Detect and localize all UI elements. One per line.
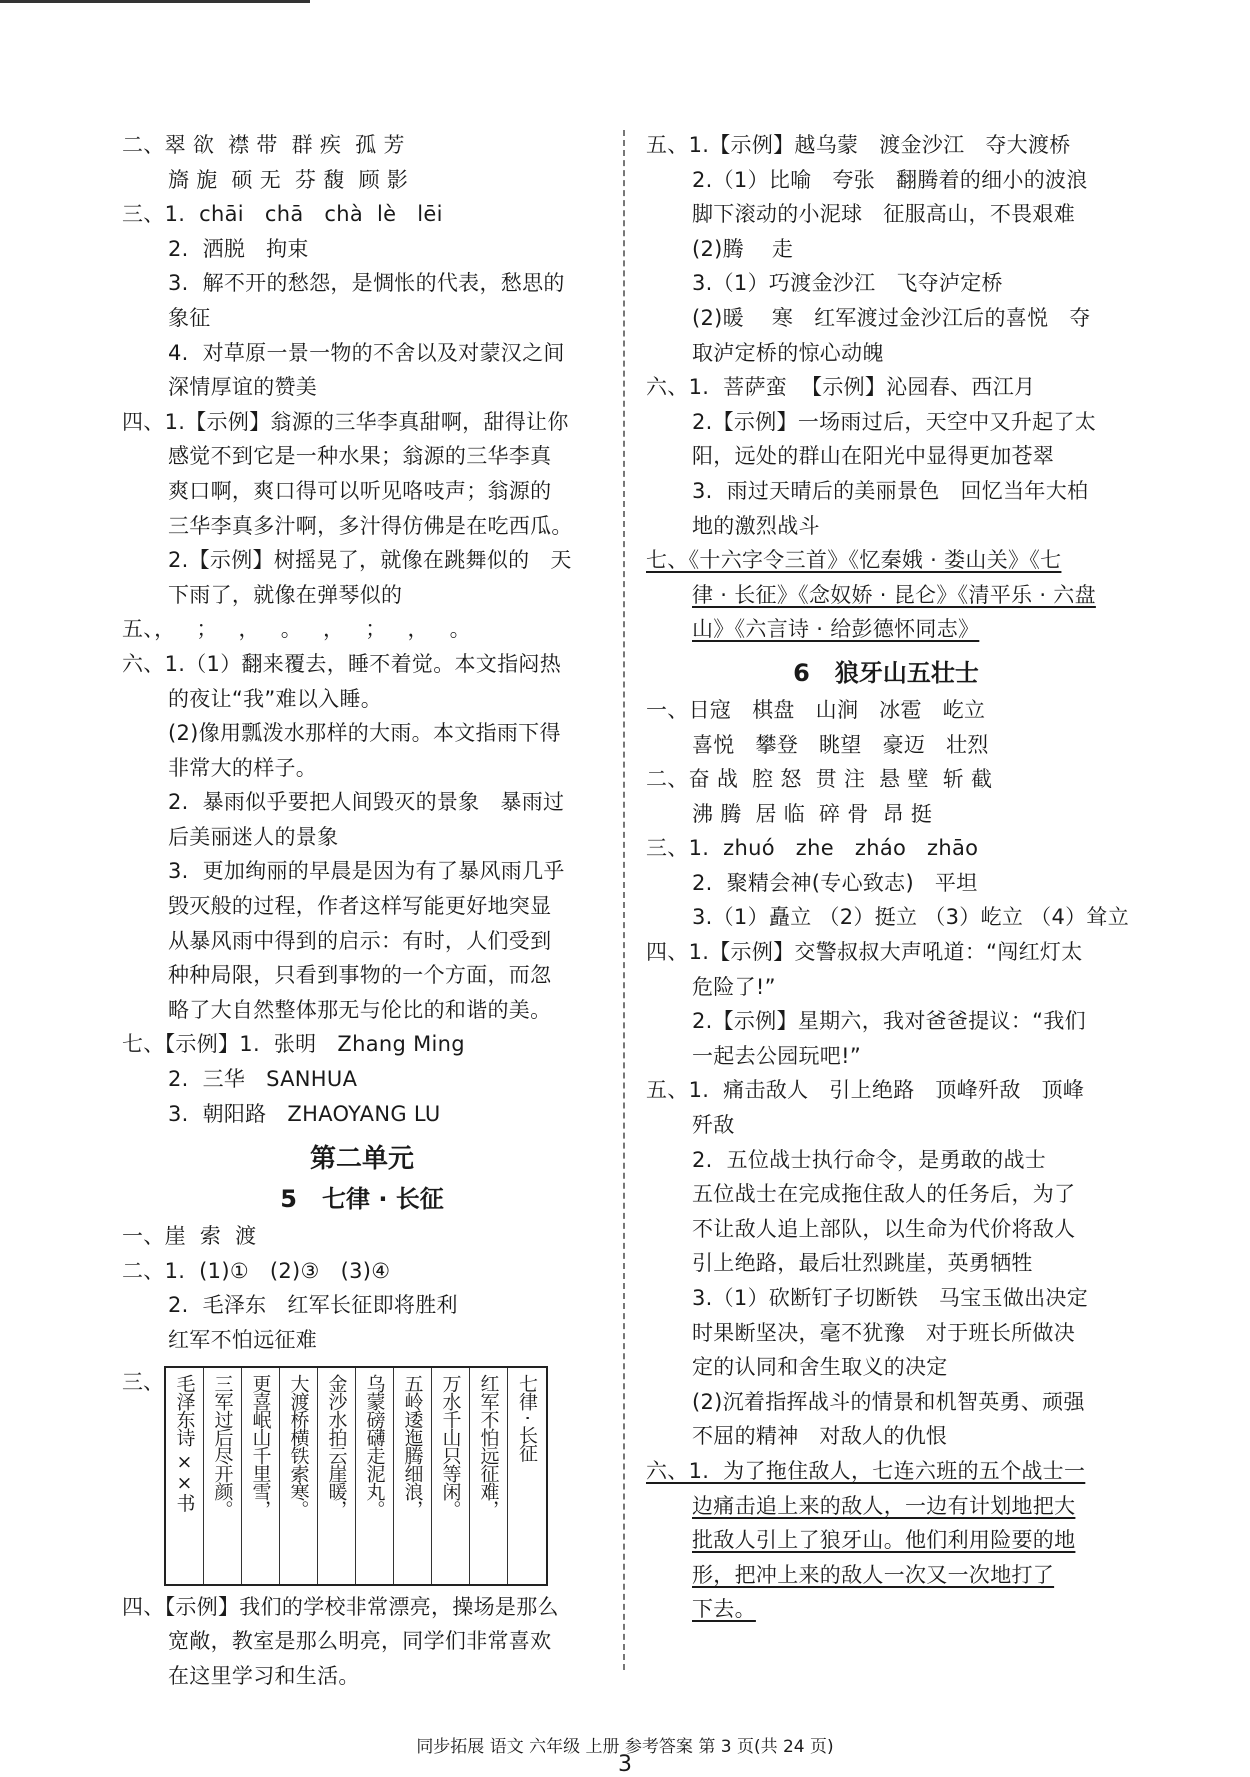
answer-line: 感觉不到它是一种水果；翁源的三华李真 — [168, 444, 552, 469]
answer-line: 2. 毛泽东 红军长征即将胜利 — [168, 1293, 458, 1318]
answer-line: 边痛击追上来的敌人，一边有计划地把大 — [692, 1493, 1076, 1518]
answer-line: 不让敌人追上部队，以生命为代价将敌人 — [692, 1216, 1076, 1241]
poem-column — [432, 1368, 470, 1584]
answer-line: 旖 旎 硕 无 芬 馥 顾 影 — [168, 167, 409, 192]
answer-line: 五、1. 痛击敌人 引上绝路 顶峰歼敌 顶峰 — [646, 1078, 1085, 1103]
answer-line: 2.（1）比喻 夸张 翻腾着的细小的波浪 — [692, 167, 1088, 192]
poem-table — [164, 1366, 548, 1586]
answer-line: 六、1. 菩萨蛮 【示例】沁园春、西江月 — [646, 375, 1036, 400]
answer-line: 二、奋 战 腔 怒 贯 注 悬 壁 斩 截 — [646, 767, 993, 792]
answer-line: 定的认同和舍生取义的决定 — [692, 1355, 948, 1380]
answer-line: 沸 腾 居 临 碎 骨 昂 挺 — [692, 801, 933, 826]
poem-line: 五岭逶迤腾细浪， — [401, 1373, 424, 1518]
answer-line: 3.（1）砍断钉子切断铁 马宝玉做出决定 — [692, 1286, 1089, 1310]
lesson-5-title: 5 七律 · 长征 — [280, 1185, 444, 1214]
poem-line: 金沙水拍云崖暖， — [325, 1373, 348, 1518]
answer-line: 一起去公园玩吧!” — [692, 1043, 861, 1068]
answer-line: 三、1. zhuó zhe zháo zhāo — [646, 836, 979, 861]
answer-line: (2)暖 寒 红军渡过金沙江后的喜悦 夺 — [692, 305, 1091, 330]
answer-line: 四、【示例】我们的学校非常漂亮，操场是那么 — [122, 1594, 559, 1619]
answer-line: 七、《十六字令三首》《忆秦娥 · 娄山关》《七 — [646, 548, 1062, 573]
poem-column — [318, 1368, 356, 1584]
answer-line: 3. 更加绚丽的早晨是因为有了暴风雨几乎 — [168, 859, 565, 884]
answer-line: 2. 洒脱 拘束 — [168, 236, 309, 261]
poem-line: 七律 · 长征 — [516, 1373, 538, 1461]
answer-line: (2)像用瓢泼水那样的大雨。本文指雨下得 — [168, 721, 561, 746]
answer-line: 2.【示例】树摇晃了，就像在跳舞似的 天 — [168, 548, 572, 573]
answer-line: 一、日寇 棋盘 山涧 冰雹 屹立 — [646, 697, 986, 722]
poem-column — [166, 1368, 204, 1584]
poem-line: 大渡桥横铁索寒。 — [287, 1373, 310, 1518]
answer-line: 取泸定桥的惊心动魄 — [692, 340, 884, 365]
answer-line: 2.【示例】一场雨过后，天空中又升起了太 — [692, 409, 1097, 434]
answer-line: 毁灭般的过程，作者这样写能更好地突显 — [168, 894, 552, 919]
answer-line: 2. 五位战士执行命令，是勇敢的战士 — [692, 1147, 1047, 1172]
poem-column — [204, 1368, 242, 1584]
answer-line: 二、翠 欲 襟 带 群 疾 孤 芳 — [122, 133, 405, 157]
answer-line: 从暴风雨中得到的启示：有时，人们受到 — [168, 928, 552, 953]
left-answers — [122, 128, 602, 1131]
answer-line: 2. 三华 SANHUA — [168, 1067, 358, 1092]
answer-line: 危险了!” — [692, 974, 776, 999]
answer-line: 六、1.（1）翻来覆去，睡不着觉。本文指闷热 — [122, 651, 561, 676]
answer-line: 三华李真多汁啊，多汁得仿佛是在吃西瓜。 — [168, 513, 573, 538]
answer-line: 引上绝路，最后壮烈跳崖，英勇牺牲 — [692, 1251, 1033, 1276]
poem-line: 毛泽东诗 ××书 — [173, 1373, 196, 1511]
answer-line: 阳，远处的群山在阳光中显得更加苍翠 — [692, 444, 1055, 469]
answer-line: 地的激烈战斗 — [692, 513, 820, 538]
answer-line: 2. 聚精会神(专心致志) 平坦 — [692, 870, 978, 895]
answer-line: 非常大的样子。 — [168, 755, 318, 780]
answer-line: 不屈的精神 对敌人的仇恨 — [692, 1424, 948, 1449]
poem-line: 更喜岷山千里雪， — [249, 1373, 272, 1518]
column-divider — [623, 130, 625, 1670]
page-footer: 同步拓展 语文 六年级 上册 参考答案 第 3 页(共 24 页) — [416, 1737, 834, 1757]
answer-line: 下雨了，就像在弹琴似的 — [168, 582, 403, 607]
answer-line: 象征 — [168, 305, 211, 330]
answer-line: 七、【示例】1. 张明 Zhang Ming — [122, 1032, 465, 1057]
answer-line: (2)腾 走 — [692, 236, 794, 261]
answer-line: 3. 解不开的愁怨，是惆怅的代表，愁思的 — [168, 271, 565, 296]
answer-line: 后美丽迷人的景象 — [168, 824, 339, 849]
poem-column — [356, 1368, 394, 1584]
top-rule — [0, 0, 310, 3]
poem-column — [470, 1368, 508, 1584]
lesson-5-answers — [122, 1219, 602, 1357]
answer-line: 五、， ； ， 。 ， ； ， 。 — [122, 617, 471, 642]
answer-line: 四、1.【示例】交警叔叔大声吼道：“闯红灯太 — [646, 940, 1083, 965]
answer-line: 种种局限，只看到事物的一个方面，而忽 — [168, 963, 552, 988]
answer-line: 3. 雨过天晴后的美丽景色 回忆当年大柏 — [692, 478, 1089, 503]
answer-line: 3. 朝阳路 ZHAOYANG LU — [168, 1101, 441, 1126]
answer-line: 喜悦 攀登 眺望 豪迈 壮烈 — [692, 732, 989, 757]
answer-line: 歼敌 — [692, 1113, 735, 1138]
answer-line: 3.（1）矗立 （2）挺立 （3）屹立 （4）耸立 — [692, 905, 1130, 930]
answer-line: 4. 对草原一景一物的不舍以及对蒙汉之间 — [168, 340, 565, 365]
right-column — [646, 128, 1130, 1627]
answer-line: 四、1.【示例】翁源的三华李真甜啊，甜得让你 — [122, 409, 569, 434]
right-answers — [646, 128, 1126, 647]
lesson-5-answers-cont — [122, 1590, 602, 1694]
answer-line: 下去。 — [692, 1597, 756, 1622]
poem-column — [508, 1368, 546, 1584]
answer-line: 2. 暴雨似乎要把人间毁灭的景象 暴雨过 — [168, 790, 565, 815]
answer-line: 六、1. 为了拖住敌人，七连六班的五个战士一 — [646, 1458, 1086, 1483]
poem-line: 万水千山只等闲。 — [439, 1373, 462, 1518]
page-number: 3 — [618, 1752, 632, 1777]
lesson-6-answers — [646, 693, 1130, 1627]
answer-line: 脚下滚动的小泥球 征服高山，不畏艰难 — [692, 202, 1076, 227]
answer-line: 宽敞，教室是那么明亮，同学们非常喜欢 — [168, 1629, 552, 1654]
answer-line: 五位战士在完成拖住敌人的任务后，为了 — [692, 1182, 1076, 1207]
answer-line: 红军不怕远征难 — [168, 1328, 318, 1352]
poem-column — [394, 1368, 432, 1584]
answer-line: 爽口啊，爽口得可以听见咯吱声；翁源的 — [168, 478, 552, 503]
answer-line: 三、1. chāi chā chà lè lēi — [122, 202, 443, 227]
answer-line: 律 · 长征》《念奴娇 · 昆仑》《清平乐 · 六盘 — [692, 582, 1096, 607]
poem-line: 乌蒙磅礴走泥丸。 — [363, 1373, 386, 1518]
answer-line: (2)沉着指挥战斗的情景和机智英勇、顽强 — [692, 1389, 1085, 1414]
answer-line: 略了大自然整体那无与伦比的和谐的美。 — [168, 997, 552, 1022]
poem-line: 红军不怕远征难， — [477, 1373, 500, 1518]
answer-line: 山》《六言诗 · 给彭德怀同志》 — [692, 617, 980, 642]
answer-line: 3.（1）巧渡金沙江 飞夺泸定桥 — [692, 271, 1003, 296]
left-column — [122, 128, 602, 1693]
answer-line: 在这里学习和生活。 — [168, 1663, 360, 1688]
poem-label: 三、 — [122, 1369, 164, 1394]
poem-column — [242, 1368, 280, 1584]
answer-line: 批敌人引上了狼牙山。他们利用险要的地 — [692, 1528, 1076, 1553]
unit-title: 第二单元 — [309, 1144, 414, 1175]
answer-line: 的夜让“我”难以入睡。 — [168, 686, 383, 711]
answer-line: 二、1. (1)① (2)③ (3)④ — [122, 1258, 391, 1283]
answer-line: 形，把冲上来的敌人一次又一次地打了 — [692, 1562, 1055, 1587]
answer-line: 五、1.【示例】越乌蒙 渡金沙江 夺大渡桥 — [646, 133, 1071, 157]
answer-line: 时果断坚决，毫不犹豫 对于班长所做决 — [692, 1320, 1076, 1345]
answer-line: 深情厚谊的赞美 — [168, 375, 318, 400]
lesson-6-title: 6 狼牙山五壮士 — [793, 658, 979, 687]
answer-line: 2.【示例】星期六，我对爸爸提议：“我们 — [692, 1009, 1086, 1034]
poem-line: 三军过后尽开颜。 — [211, 1373, 234, 1518]
poem-section — [122, 1358, 602, 1590]
answer-line: 一、崖 索 渡 — [122, 1224, 257, 1249]
poem-column — [280, 1368, 318, 1584]
